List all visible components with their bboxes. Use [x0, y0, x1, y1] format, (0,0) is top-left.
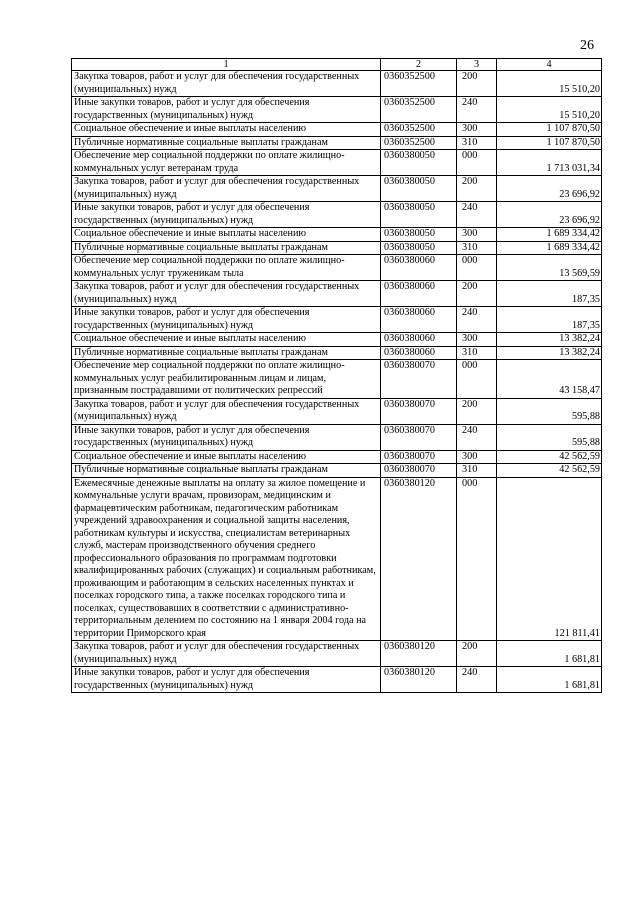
row-type: 310	[457, 136, 497, 150]
row-name: Социальное обеспечение и иные выплаты населению	[72, 333, 381, 347]
row-type: 300	[457, 228, 497, 242]
row-name: Ежемесячные денежные выплаты на оплату за жилое помещение и коммунальные услуги врачам, провизорам, медицинским и фармацевтическим работникам, педагогическим работникам учреждений здравоохранения и социальной защиты населения, работникам культуры и искусства, специалистам ветеринарных служб, мастерам производственного обучения среднего профессионального образования по программам подготовки квалифицированных рабочих (служащих) и социальным работникам, проживающим и работающим в сельских населенных пунктах и поселках городского типа, а также поселках городского типа и поселках, существовавших в соответствии с административно-территориальным делением по состоянию на 1 января 2004 года на территории Приморского края	[72, 477, 381, 641]
row-name: Иные закупки товаров, работ и услуг для обеспечения государственных (муниципальных) нужд	[72, 307, 381, 333]
row-amount: 1 681,81	[497, 641, 602, 667]
row-type: 310	[457, 464, 497, 478]
row-type: 310	[457, 241, 497, 255]
table-row	[72, 667, 602, 693]
row-code: 0360380060	[381, 281, 457, 307]
row-amount: 187,35	[497, 281, 602, 307]
row-code: 0360380050	[381, 228, 457, 242]
row-code: 0360352500	[381, 136, 457, 150]
row-type: 200	[457, 71, 497, 97]
table-row	[72, 641, 602, 667]
row-amount: 1 689 334,42	[497, 241, 602, 255]
row-amount: 23 696,92	[497, 202, 602, 228]
table-row	[72, 424, 602, 450]
header-col-3: 3	[457, 59, 497, 71]
row-type: 240	[457, 202, 497, 228]
table-row	[72, 307, 602, 333]
row-type: 300	[457, 450, 497, 464]
row-type: 300	[457, 123, 497, 137]
row-amount: 121 811,41	[497, 477, 602, 641]
row-name: Иные закупки товаров, работ и услуг для обеспечения государственных (муниципальных) нужд	[72, 97, 381, 123]
row-amount: 15 510,20	[497, 97, 602, 123]
table-row	[72, 176, 602, 202]
row-amount: 595,88	[497, 424, 602, 450]
row-name: Публичные нормативные социальные выплаты гражданам	[72, 346, 381, 360]
table-row	[72, 241, 602, 255]
header-col-2: 2	[381, 59, 457, 71]
row-type: 000	[457, 150, 497, 176]
row-name: Обеспечение мер социальной поддержки по оплате жилищно-коммунальных услуг реабилитированным лицам и лицам, признанным пострадавшими от политических репрессий	[72, 360, 381, 399]
row-name: Иные закупки товаров, работ и услуг для обеспечения государственных (муниципальных) нужд	[72, 202, 381, 228]
row-type: 240	[457, 424, 497, 450]
row-amount: 15 510,20	[497, 71, 602, 97]
row-amount: 13 382,24	[497, 333, 602, 347]
row-name: Закупка товаров, работ и услуг для обеспечения государственных (муниципальных) нужд	[72, 71, 381, 97]
row-name: Социальное обеспечение и иные выплаты населению	[72, 450, 381, 464]
row-amount: 1 681,81	[497, 667, 602, 693]
table-header-row	[72, 59, 602, 71]
row-amount: 1 689 334,42	[497, 228, 602, 242]
row-name: Иные закупки товаров, работ и услуг для обеспечения государственных (муниципальных) нужд	[72, 667, 381, 693]
row-code: 0360380120	[381, 641, 457, 667]
budget-table	[71, 58, 602, 693]
row-name: Закупка товаров, работ и услуг для обеспечения государственных (муниципальных) нужд	[72, 398, 381, 424]
header-col-1: 1	[72, 59, 381, 71]
row-code: 0360380070	[381, 450, 457, 464]
row-amount: 42 562,59	[497, 464, 602, 478]
row-name: Иные закупки товаров, работ и услуг для обеспечения государственных (муниципальных) нужд	[72, 424, 381, 450]
table-row	[72, 450, 602, 464]
page-number: 26	[580, 38, 594, 53]
table-row	[72, 360, 602, 399]
row-code: 0360380120	[381, 477, 457, 641]
row-name: Закупка товаров, работ и услуг для обеспечения государственных (муниципальных) нужд	[72, 641, 381, 667]
row-amount: 595,88	[497, 398, 602, 424]
row-code: 0360380050	[381, 176, 457, 202]
row-code: 0360380070	[381, 464, 457, 478]
row-code: 0360380120	[381, 667, 457, 693]
table-row	[72, 398, 602, 424]
table-row	[72, 71, 602, 97]
table-row	[72, 123, 602, 137]
header-col-4: 4	[497, 59, 602, 71]
table-row	[72, 202, 602, 228]
row-code: 0360380060	[381, 307, 457, 333]
row-amount: 13 382,24	[497, 346, 602, 360]
row-amount: 187,35	[497, 307, 602, 333]
row-type: 310	[457, 346, 497, 360]
row-code: 0360380070	[381, 424, 457, 450]
row-amount: 23 696,92	[497, 176, 602, 202]
table-row	[72, 136, 602, 150]
row-type: 200	[457, 398, 497, 424]
row-type: 000	[457, 360, 497, 399]
row-amount: 42 562,59	[497, 450, 602, 464]
row-code: 0360380050	[381, 150, 457, 176]
row-name: Публичные нормативные социальные выплаты гражданам	[72, 136, 381, 150]
row-type: 200	[457, 281, 497, 307]
row-code: 0360380060	[381, 333, 457, 347]
row-name: Публичные нормативные социальные выплаты гражданам	[72, 241, 381, 255]
row-amount: 1 713 031,34	[497, 150, 602, 176]
row-code: 0360380070	[381, 360, 457, 399]
table-row	[72, 150, 602, 176]
table-row	[72, 228, 602, 242]
row-name: Закупка товаров, работ и услуг для обеспечения государственных (муниципальных) нужд	[72, 176, 381, 202]
row-type: 240	[457, 307, 497, 333]
row-amount: 1 107 870,50	[497, 123, 602, 137]
row-type: 000	[457, 255, 497, 281]
table-row	[72, 255, 602, 281]
row-code: 0360380060	[381, 346, 457, 360]
row-name: Закупка товаров, работ и услуг для обеспечения государственных (муниципальных) нужд	[72, 281, 381, 307]
row-code: 0360380050	[381, 202, 457, 228]
row-code: 0360352500	[381, 97, 457, 123]
row-type: 200	[457, 641, 497, 667]
table-row	[72, 346, 602, 360]
row-amount: 43 158,47	[497, 360, 602, 399]
row-amount: 13 569,59	[497, 255, 602, 281]
row-name: Социальное обеспечение и иные выплаты населению	[72, 123, 381, 137]
table-row	[72, 97, 602, 123]
row-type: 000	[457, 477, 497, 641]
row-code: 0360380050	[381, 241, 457, 255]
table-row	[72, 281, 602, 307]
row-code: 0360380070	[381, 398, 457, 424]
row-type: 200	[457, 176, 497, 202]
row-amount: 1 107 870,50	[497, 136, 602, 150]
row-code: 0360352500	[381, 123, 457, 137]
row-type: 300	[457, 333, 497, 347]
table-row	[72, 333, 602, 347]
row-name: Обеспечение мер социальной поддержки по оплате жилищно-коммунальных услуг ветеранам труда	[72, 150, 381, 176]
table-row	[72, 464, 602, 478]
row-type: 240	[457, 667, 497, 693]
row-code: 0360352500	[381, 71, 457, 97]
row-name: Обеспечение мер социальной поддержки по оплате жилищно-коммунальных услуг труженикам тыла	[72, 255, 381, 281]
row-type: 240	[457, 97, 497, 123]
row-name: Публичные нормативные социальные выплаты гражданам	[72, 464, 381, 478]
row-code: 0360380060	[381, 255, 457, 281]
row-name: Социальное обеспечение и иные выплаты населению	[72, 228, 381, 242]
table-row	[72, 477, 602, 641]
